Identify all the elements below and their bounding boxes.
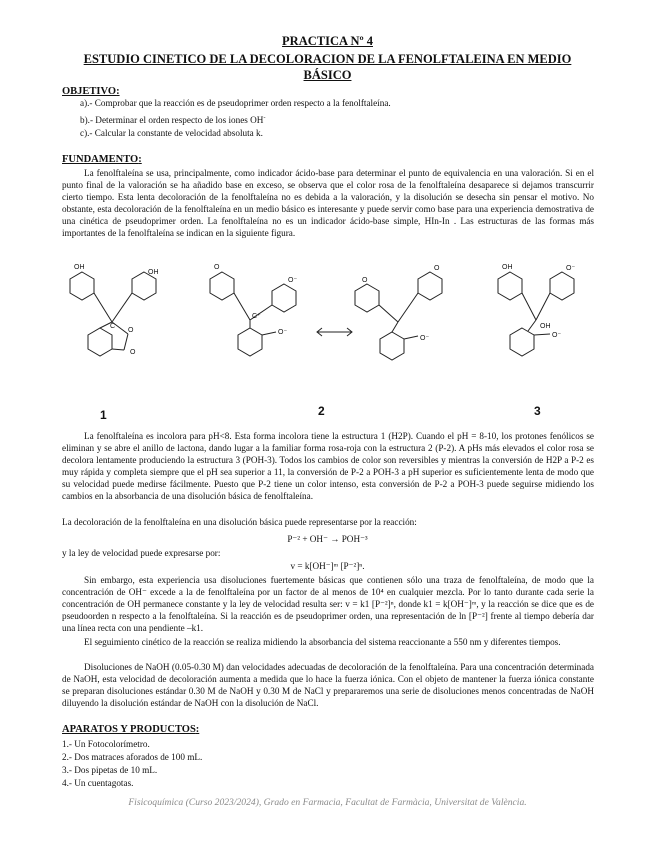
atom-oh: OH xyxy=(540,323,551,330)
fundamento-heading: FUNDAMENTO: xyxy=(62,154,142,165)
atom-o: O xyxy=(130,349,136,356)
atom-o: O xyxy=(434,265,440,272)
fundamento-paragraph-3: La decoloración de la fenolftaleína en una disolución básica puede representarse por la reacción: xyxy=(62,517,417,527)
fundamento-paragraph-2: La fenolftaleína es incolora para pH<8. Esta forma incolora tiene la estructura 1 (H2P). Cuando el pH = 8-10, los protones fenólicos se eliminan y se abre el anillo de lactona, dando lugar a la familiar forma rosa-roja con la estructura 2 (P-2). A pHs más elevados el color rosa se decolora lentamente produciendo la estructura 3 (POH-3). Todos los cambios de color son reversibles y mientras la conversión de H2P a P-2 es muy rápida y completa siempre que el pH sea superior a 11, la conversión de P-2 a POH-3 a pH superior es suficientemente lenta de modo que su velocidad puede medirse fácilmente. Puesto que P-2 tiene un color intenso, esta conversión de P-2 a POH-3 puede seguirse midiendo los cambios en la absorbancia de una disolución básica de fenolftaleína. xyxy=(62,431,594,502)
aparatos-item-1: 1.- Un Fotocolorímetro. xyxy=(62,739,150,749)
structure-label-3: 3 xyxy=(534,404,541,418)
atom-ominus: O⁻ xyxy=(288,277,298,284)
objetivo-item-a: a).- Comprobar que la reacción es de pseudoprimer orden respecto a la fenolftaleína. xyxy=(80,98,391,108)
page-footer: Fisicoquímica (Curso 2023/2024), Grado en Farmacia, Facultat de Farmàcia, Universitat de València. xyxy=(128,797,527,808)
fundamento-paragraph-7: Disoluciones de NaOH (0.05-0.30 M) dan velocidades adecuadas de decoloración de la fenolftaleína. Para una concentración determinada de NaOH, esta velocidad de decoloración aumenta a medida que lo hace la fuerza iónica. Con el objeto de mantener la fuerza iónica constante se preparan disoluciones estándar 0.30 M de NaOH y 0.30 M de NaCl y prepararemos una serie de disoluciones menos concentradas de NaOH diluyendo la disolución estándar de NaOH con la disolución de NaCl. xyxy=(62,662,594,709)
atom-ominus: O⁻ xyxy=(278,329,288,336)
atom-o: O xyxy=(214,264,220,271)
atom-o: O xyxy=(362,277,368,284)
objetivo-heading: OBJETIVO: xyxy=(62,86,120,97)
atom-oh: OH xyxy=(502,264,513,271)
atom-oh: OH xyxy=(148,269,159,276)
atom-ominus: O⁻ xyxy=(420,335,430,342)
atom-oh: OH xyxy=(74,264,85,271)
atom-ominus: O⁻ xyxy=(552,332,562,339)
fundamento-paragraph-1: La fenolftaleína se usa, principalmente, como indicador ácido-base para determinar el punto de equivalencia en una valoración. Si en el punto final de la valoración se ha añadido base en exceso, se observa que el color rosa de la fenolftaleína desaparece si dejamos transcurrir cierto tiempo. Esta lenta decoloración de la fenolftaleína no es debida a la valoración, y la disolución se desecha sin pensar el motivo. No obstante, esta decoloración de la fenolftaleína en un medio básico es interesante y puede servir como base para una experiencia demostrativa de una cinética de pseudoprimer orden. La fenolftaleína no es un indicador ácido-base simple, HIn-In . Las estructuras de las formas más importantes de la fenolftaleína se indican en la siguiente figura. xyxy=(62,168,594,239)
title-line-2: BÁSICO xyxy=(303,68,352,82)
fundamento-paragraph-5: Sin embargo, esta experiencia usa disoluciones fuertemente básicas que contienen sólo una traza de fenolftaleína, de modo que la concentración de OH⁻ excede a la de fenolftaleína por un factor de al menos de 10⁴ en cualquier mezcla. Por lo tanto durante cada serie la concentración de OH permanece constante y la ley de velocidad resulta ser: v = k1 [P⁻²]ⁿ, donde k1 = k[OH⁻]ᵐ, y la reacción se dice que es de pseudoorden n respecto a la fenolftaleína. Si la reacción es de pseudoprimer orden, una representación de ln [P⁻²] frente al tiempo debería dar una línea recta con una pendiente –k1. xyxy=(62,575,594,634)
fundamento-paragraph-6: El seguimiento cinético de la reacción se realiza midiendo la absorbancia del sistema reaccionante a 550 nm y diferentes tiempos. xyxy=(84,637,561,647)
objetivo-item-b: b).- Determinar el orden respecto de los iones OH- xyxy=(80,115,266,126)
atom-c: C xyxy=(110,323,116,330)
atom-o: O xyxy=(128,327,134,334)
phenolphthalein-structures-figure xyxy=(62,262,594,422)
practice-number: PRACTICA Nº 4 xyxy=(282,34,373,48)
objetivo-item-c: c).- Calcular la constante de velocidad absoluta k. xyxy=(80,128,263,138)
aparatos-item-4: 4.- Un cuentagotas. xyxy=(62,778,134,788)
reaction-equation: P⁻² + OH⁻ → POH⁻³ xyxy=(287,534,368,544)
aparatos-heading: APARATOS Y PRODUCTOS: xyxy=(62,724,200,735)
atom-cplus: C⁺ xyxy=(252,313,261,320)
rate-law-equation: v = k[OH⁻]ᵐ [P⁻²]ⁿ. xyxy=(290,561,365,571)
title-line-1: ESTUDIO CINETICO DE LA DECOLORACION DE LA FENOLFTALEINA EN MEDIO xyxy=(83,52,572,66)
aparatos-item-3: 3.- Dos pipetas de 10 mL. xyxy=(62,765,158,775)
structure-label-2: 2 xyxy=(318,404,325,418)
atom-ominus: O⁻ xyxy=(566,265,576,272)
fundamento-paragraph-4: y la ley de velocidad puede expresarse por: xyxy=(62,548,221,558)
aparatos-item-2: 2.- Dos matraces aforados de 100 mL. xyxy=(62,752,203,762)
structure-label-1: 1 xyxy=(100,408,107,422)
